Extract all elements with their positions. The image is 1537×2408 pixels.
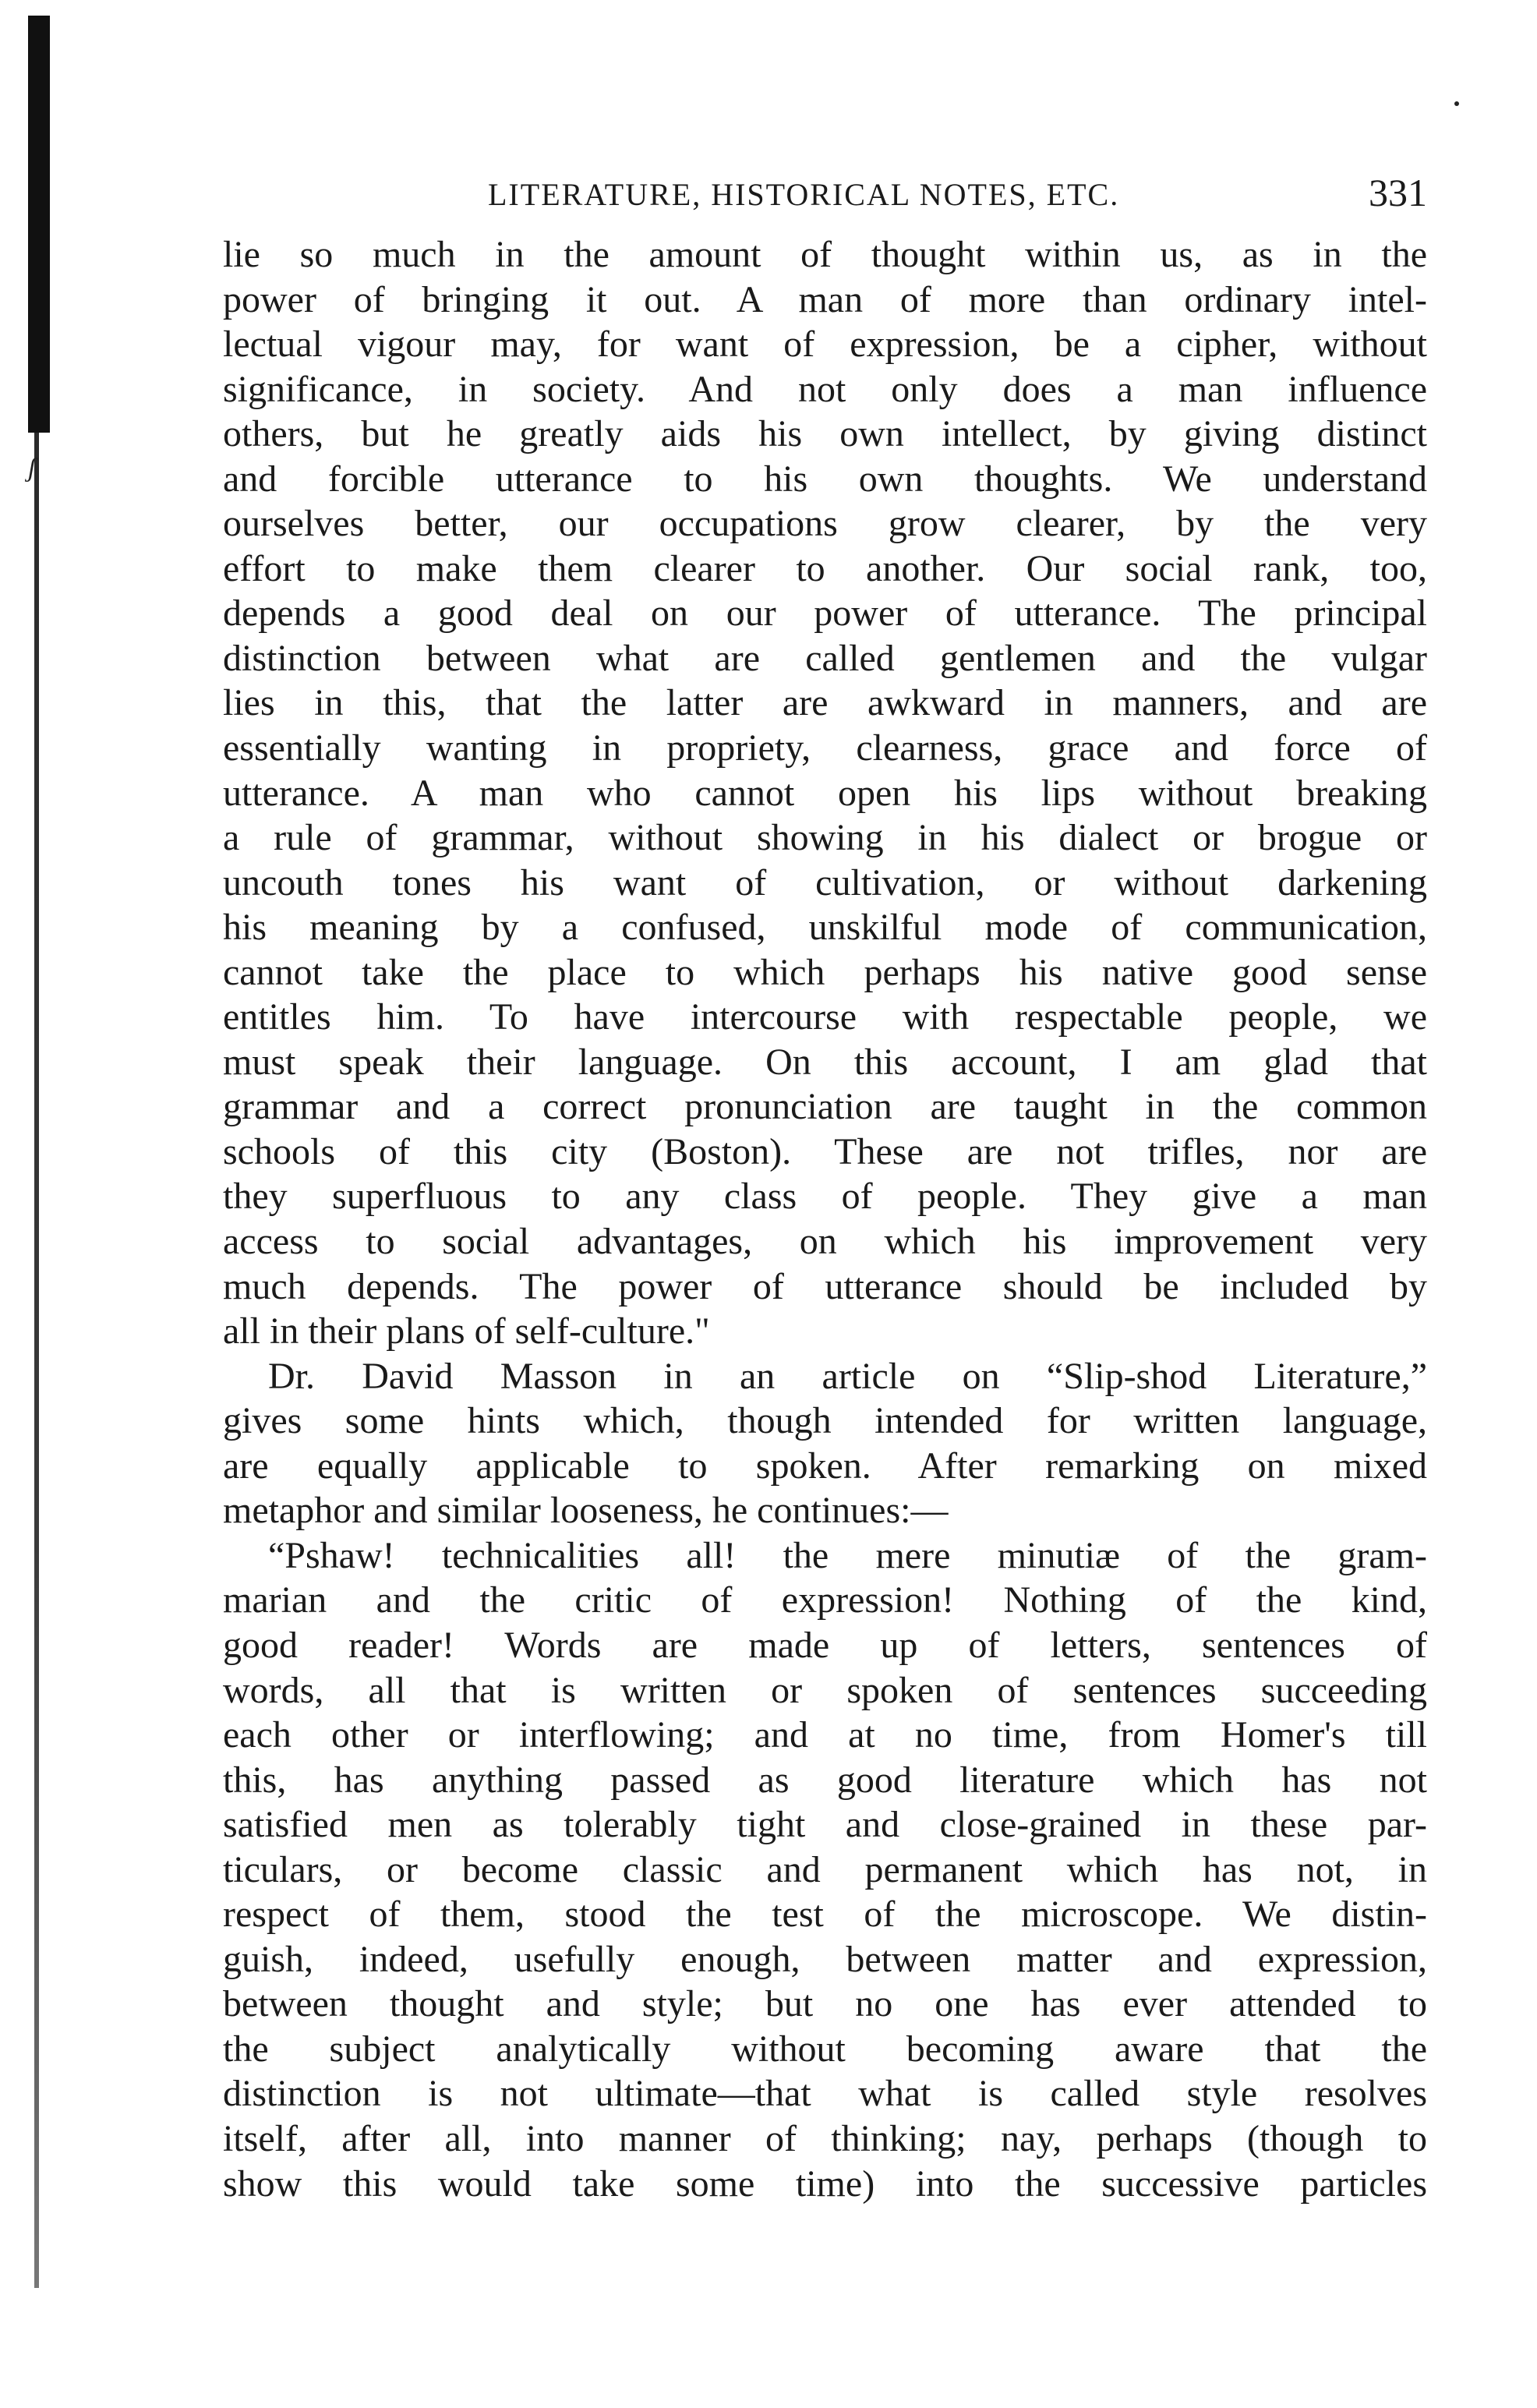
text-line: they superfluous to any class of people. They give a man bbox=[223, 1176, 1427, 1218]
text-line: power of bringing it out. A man of more than ordinary intel- bbox=[223, 278, 1427, 320]
text-line: and forcible utterance to his own thoughts. We understand bbox=[223, 458, 1427, 500]
text-line: gives some hints which, though intended for written language, bbox=[223, 1400, 1427, 1442]
text-line: distinction between what are called gentlemen and the vulgar bbox=[223, 637, 1427, 679]
text-line: lies in this, that the latter are awkward in manners, and are bbox=[223, 682, 1427, 724]
text-line: all in their plans of self-culture." bbox=[223, 1310, 710, 1353]
text-line: a rule of grammar, without showing in his dialect or brogue or bbox=[223, 817, 1427, 859]
text-line: this, has anything passed as good literature which has not bbox=[223, 1759, 1427, 1801]
text-line: ourselves better, our occupations grow clearer, by the very bbox=[223, 503, 1427, 545]
text-line: good reader! Words are made up of letters, sentences of bbox=[223, 1624, 1427, 1666]
text-line: uncouth tones his want of cultivation, or without darkening bbox=[223, 861, 1427, 903]
binding-edge-line bbox=[34, 433, 39, 2288]
binding-edge bbox=[28, 16, 50, 433]
text-line: the subject analytically without becoming aware that the bbox=[223, 2028, 1427, 2070]
text-line: lie so much in the amount of thought within us, as in the bbox=[223, 234, 1427, 275]
text-line: are equally applicable to spoken. After remarking on mixed bbox=[223, 1444, 1427, 1487]
text-line: ticulars, or become classic and permanent which has not, in bbox=[223, 1848, 1427, 1890]
margin-mark: ʃ bbox=[28, 454, 36, 483]
text-line: words, all that is written or spoken of sentences succeeding bbox=[223, 1669, 1427, 1711]
text-line: effort to make them clearer to another. Our social rank, too, bbox=[223, 547, 1427, 589]
page-number: 331 bbox=[1369, 171, 1427, 214]
text-line: lectual vigour may, for want of expression, be a cipher, without bbox=[223, 324, 1427, 366]
text-line: significance, in society. And not only does a man influence bbox=[223, 368, 1427, 410]
text-line: schools of this city (Boston). These are not trifles, nor are bbox=[223, 1130, 1427, 1172]
text-line: much depends. The power of utterance should be included by bbox=[223, 1265, 1427, 1307]
text-line: cannot take the place to which perhaps his native good sense bbox=[223, 951, 1427, 993]
text-line: “Pshaw! technicalities all! the mere minutiæ of the gram- bbox=[268, 1534, 1427, 1576]
text-line: respect of them, stood the test of the microscope. We distin- bbox=[223, 1894, 1427, 1936]
text-line: must speak their language. On this account, I am glad that bbox=[223, 1041, 1427, 1083]
text-line: guish, indeed, usefully enough, between matter and expression, bbox=[223, 1938, 1427, 1980]
running-head bbox=[223, 170, 1427, 217]
text-line: Dr. David Masson in an article on “Slip-shod Literature,” bbox=[268, 1355, 1427, 1397]
running-title: LITERATURE, HISTORICAL NOTES, ETC. bbox=[488, 177, 1120, 212]
ink-speck bbox=[1454, 101, 1459, 106]
text-line: grammar and a correct pronunciation are taught in the common bbox=[223, 1086, 1427, 1128]
body-text bbox=[223, 232, 1427, 2206]
text-line: metaphor and similar looseness, he continues:— bbox=[223, 1490, 949, 1532]
text-line: satisfied men as tolerably tight and close-grained in these par- bbox=[223, 1804, 1427, 1846]
text-line: marian and the critic of expression! Nothing of the kind, bbox=[223, 1579, 1427, 1621]
text-line: his meaning by a confused, unskilful mode of communication, bbox=[223, 907, 1427, 949]
book-page bbox=[223, 170, 1427, 2206]
text-line: access to social advantages, on which his improvement very bbox=[223, 1221, 1427, 1263]
text-line: itself, after all, into manner of thinking; nay, perhaps (though to bbox=[223, 2117, 1427, 2159]
text-line: others, but he greatly aids his own intellect, by giving distinct bbox=[223, 413, 1427, 455]
text-line: between thought and style; but no one has ever attended to bbox=[223, 1983, 1427, 2025]
text-line: utterance. A man who cannot open his lips without breaking bbox=[223, 772, 1427, 814]
text-line: distinction is not ultimate—that what is called style resolves bbox=[223, 2073, 1427, 2115]
text-line: depends a good deal on our power of utterance. The principal bbox=[223, 592, 1427, 635]
text-line: essentially wanting in propriety, clearness, grace and force of bbox=[223, 727, 1427, 769]
text-line: show this would take some time) into the successive particles bbox=[223, 2162, 1427, 2205]
text-line: entitles him. To have intercourse with respectable people, we bbox=[223, 996, 1427, 1038]
text-line: each other or interflowing; and at no time, from Homer's till bbox=[223, 1714, 1427, 1756]
